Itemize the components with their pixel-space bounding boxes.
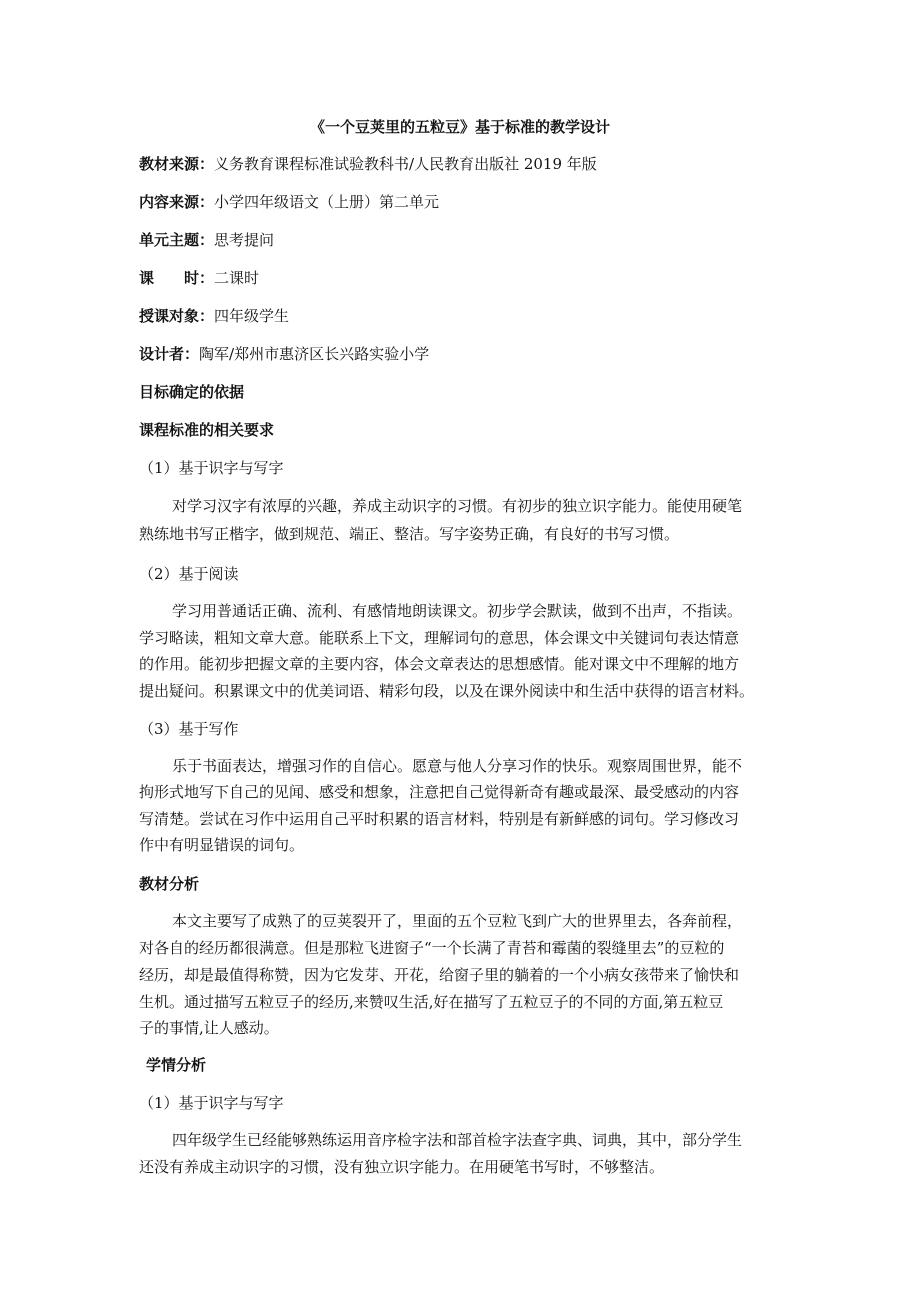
meta-audience bbox=[139, 306, 289, 326]
standards-p3-line: 作中有明显错误的词句。 bbox=[139, 836, 305, 854]
standards-sub-heading-2: （2）基于阅读 bbox=[139, 565, 239, 583]
analysis-line: 子的事情,让人感动。 bbox=[139, 1019, 279, 1037]
analysis-line: 生机。通过描写五粒豆子的经历,来赞叹生活,好在描写了五粒豆子的不同的方面,第五粒豆 bbox=[139, 993, 724, 1011]
learner-sub-heading-1: （1）基于识字与写字 bbox=[139, 1094, 284, 1112]
meta-designer-value: 陶军/郑州市惠济区长兴路实验小学 bbox=[199, 345, 430, 363]
meta-content-value: 小学四年级语文（上册）第二单元 bbox=[214, 193, 440, 211]
analysis-line: 经历，却是最值得称赞，因为它发芽、开花，给窗子里的躺着的一个小病女孩带来了愉快和 bbox=[139, 966, 740, 984]
meta-audience-value: 四年级学生 bbox=[214, 307, 290, 325]
meta-hours-value: 二课时 bbox=[214, 269, 260, 287]
standards-sub-heading-1: （1）基于识字与写字 bbox=[139, 459, 284, 477]
standards-p2-line: 学习用普通话正确、流利、有感情地朗读课文。初步学会默读，做到不出声，不指读。 bbox=[172, 602, 743, 620]
meta-designer-label: 设计者： bbox=[139, 345, 200, 363]
meta-textbook-value: 义务教育课程标准试验教科书/人民教育出版社 2019 年版 bbox=[214, 155, 597, 173]
meta-hours bbox=[139, 268, 259, 288]
standards-p1-line: 对学习汉字有浓厚的兴趣，养成主动识字的习惯。有初步的独立识字能力。能使用硬笔 bbox=[172, 497, 743, 515]
standards-p3-line: 写清楚。尝试在习作中运用自己平时积累的语言材料，特别是有新鲜感的词句。学习修改习 bbox=[139, 810, 740, 828]
meta-content bbox=[139, 192, 439, 212]
meta-theme bbox=[139, 230, 274, 250]
meta-textbook bbox=[139, 154, 597, 174]
learner-heading: 学情分析 bbox=[146, 1056, 207, 1074]
basis-heading: 目标确定的依据 bbox=[139, 383, 245, 401]
analysis-line: 本文主要写了成熟了的豆荚裂开了，里面的五个豆粒飞到广大的世界里去，各奔前程， bbox=[172, 912, 743, 930]
standards-p3-line: 乐于书面表达，增强习作的自信心。愿意与他人分享习作的快乐。观察周围世界，能不 bbox=[172, 757, 743, 775]
standards-p2-line: 学习略读，粗知文章大意。能联系上下文，理解词句的意思，体会课文中关键词句表达情意 bbox=[139, 629, 740, 647]
meta-theme-value: 思考提问 bbox=[214, 231, 275, 249]
standards-p2-line: 提出疑问。积累课文中的优美词语、精彩句段，以及在课外阅读中和生活中获得的语言材料。 bbox=[139, 682, 755, 700]
meta-theme-label: 单元主题： bbox=[139, 231, 215, 249]
meta-audience-label: 授课对象： bbox=[139, 307, 215, 325]
analysis-heading: 教材分析 bbox=[139, 875, 200, 893]
meta-designer bbox=[139, 344, 429, 364]
standards-p2-line: 的作用。能初步把握文章的主要内容，体会文章表达的思想感情。能对课文中不理解的地方 bbox=[139, 655, 740, 673]
learner-p1-line: 还没有养成主动识字的习惯，没有独立识字能力。在用硬笔书写时，不够整洁。 bbox=[139, 1158, 665, 1176]
analysis-line: 对各自的经历都很满意。但是那粒飞进窗子“一个长满了青苔和霉菌的裂缝里去”的豆粒的 bbox=[139, 939, 725, 957]
learner-p1-line: 四年级学生已经能够熟练运用音序检字法和部首检字法查字典、词典，其中，部分学生 bbox=[172, 1131, 743, 1149]
doc-title: 《一个豆荚里的五粒豆》基于标准的教学设计 bbox=[309, 118, 610, 136]
standards-p1-line: 熟练地书写正楷字，做到规范、端正、整洁。写字姿势正确，有良好的书写习惯。 bbox=[139, 525, 680, 543]
standards-p3-line: 拘形式地写下自己的见闻、感受和想象，注意把自己觉得新奇有趣或最深、最受感动的内容 bbox=[139, 783, 740, 801]
meta-hours-label: 课 时： bbox=[139, 269, 215, 287]
standards-heading: 课程标准的相关要求 bbox=[139, 421, 275, 439]
standards-sub-heading-3: （3）基于写作 bbox=[139, 720, 239, 738]
meta-textbook-label: 教材来源： bbox=[139, 155, 215, 173]
meta-content-label: 内容来源： bbox=[139, 193, 215, 211]
